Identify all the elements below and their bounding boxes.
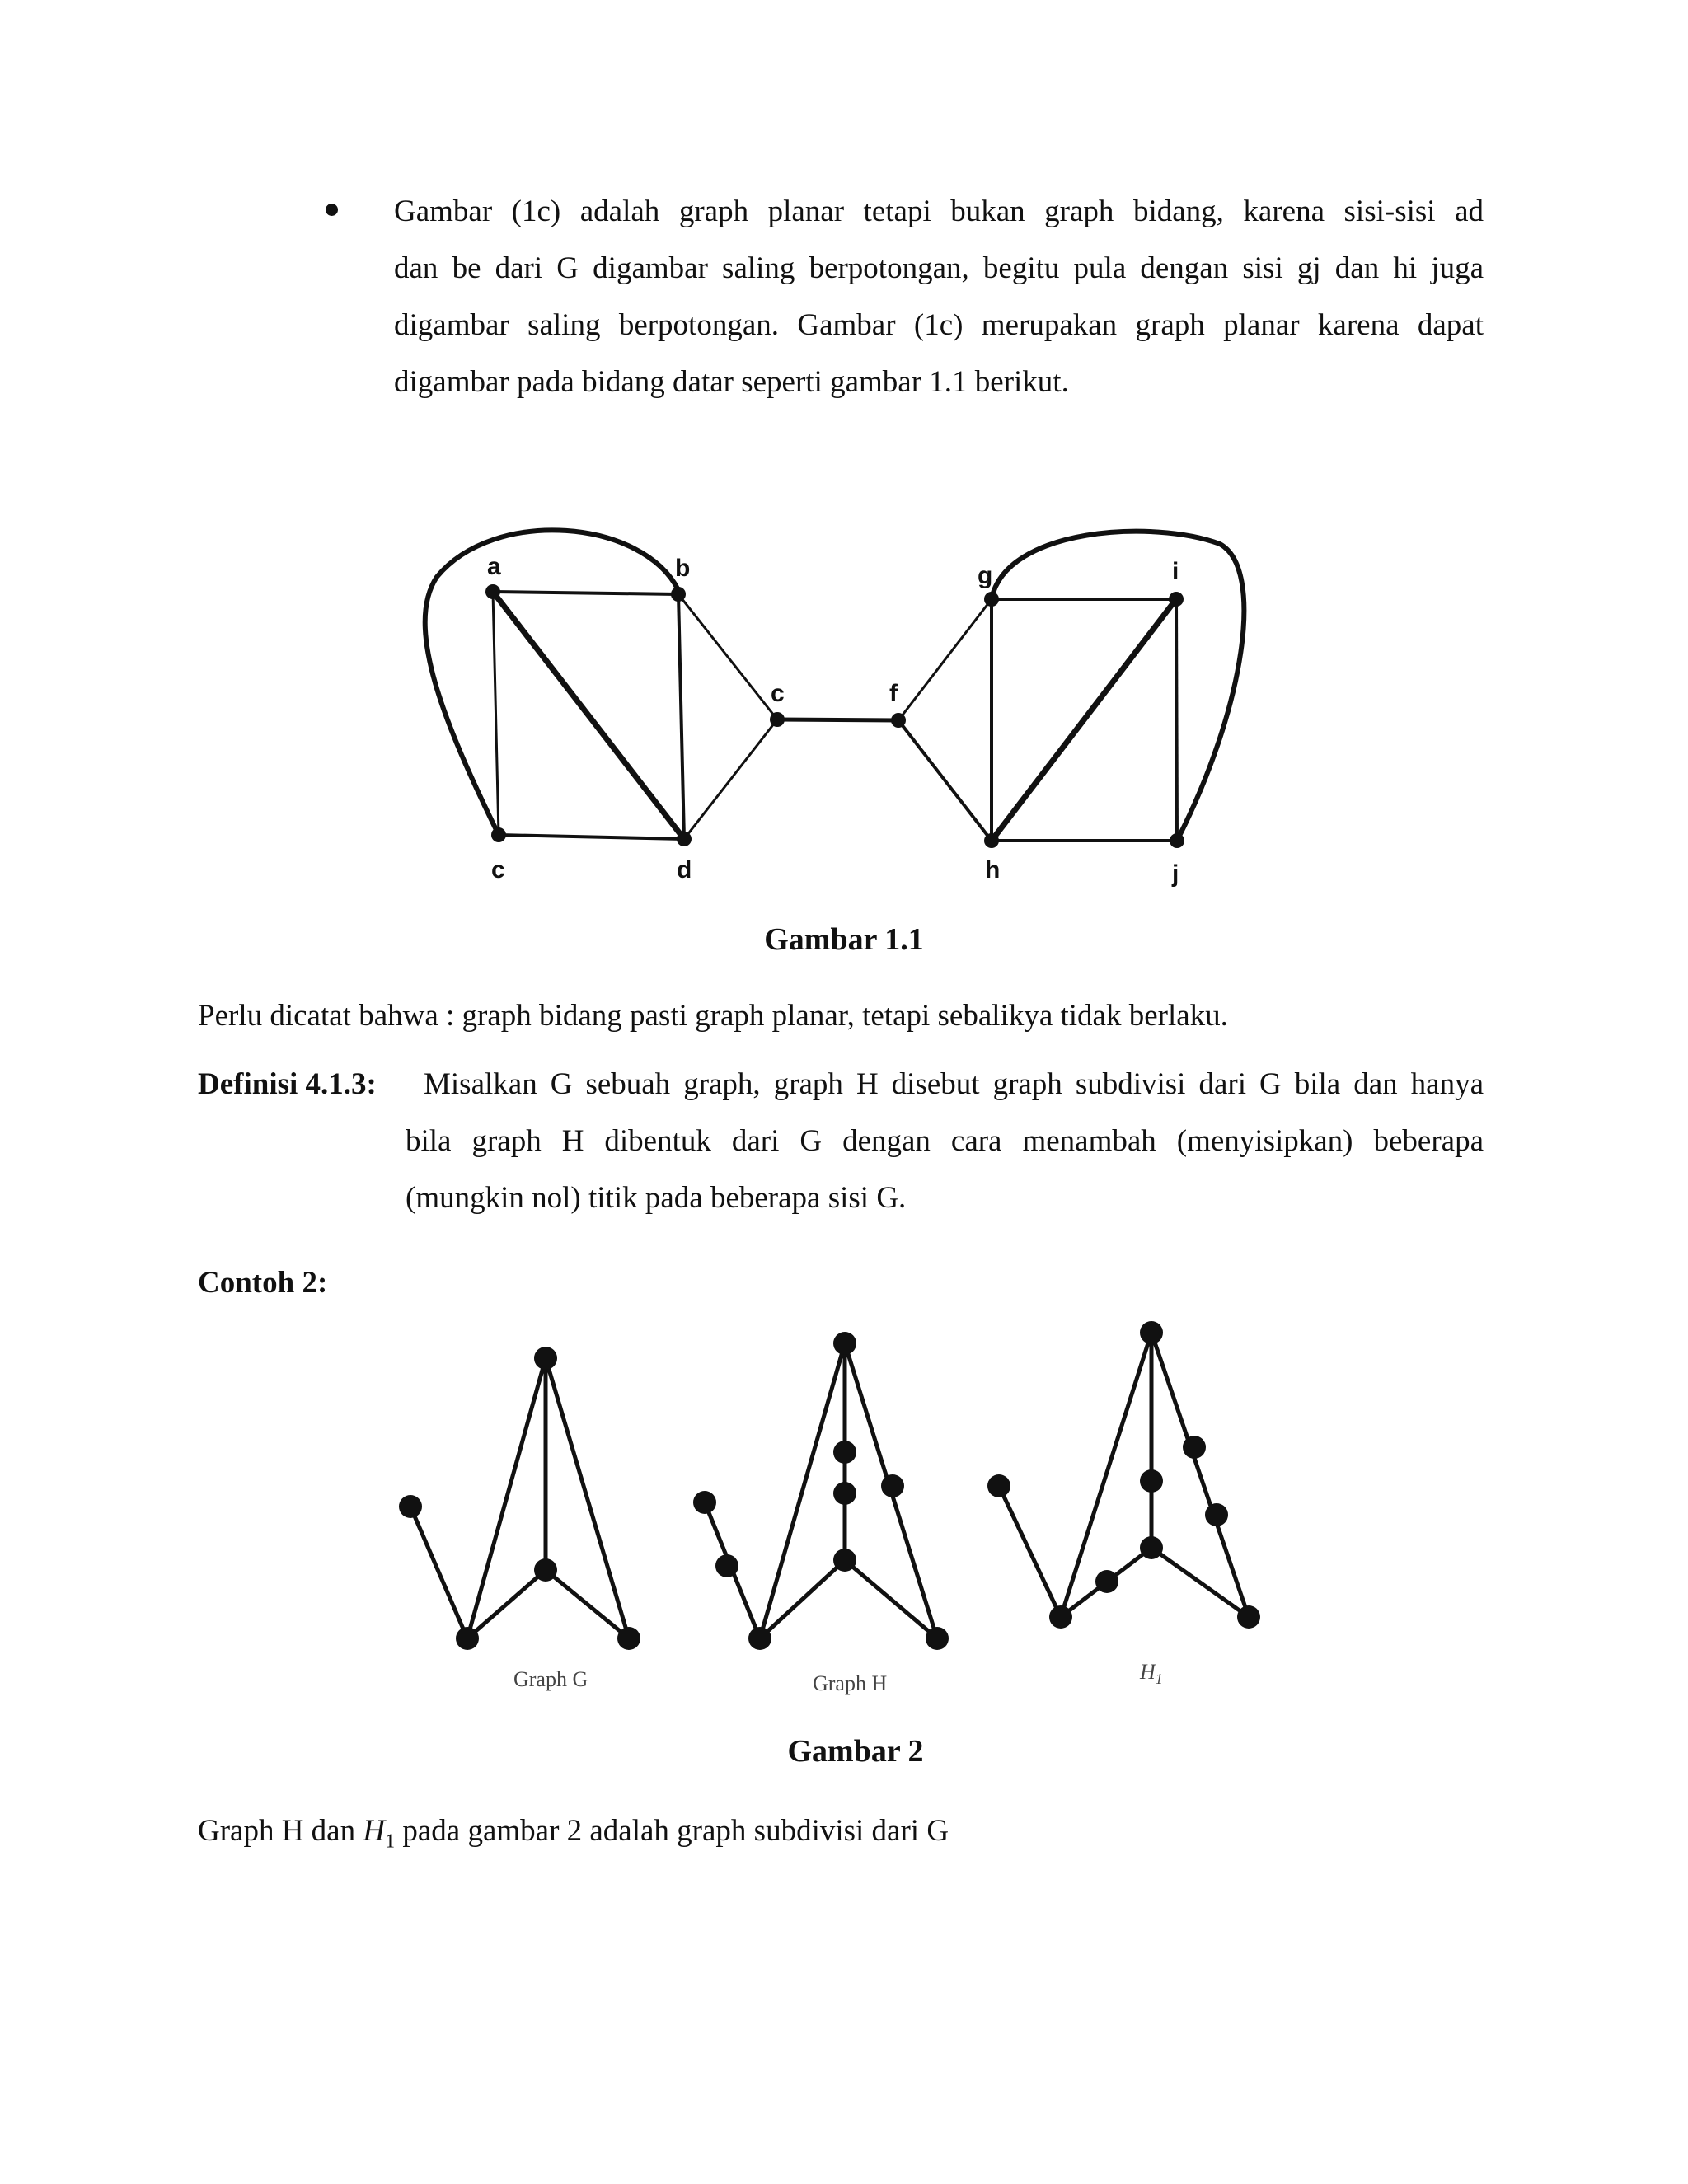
vertex-d — [677, 832, 692, 846]
graph-h-label: Graph H — [813, 1671, 888, 1695]
vertex-h — [984, 833, 999, 848]
edge-c-f — [777, 719, 898, 720]
label-f: f — [889, 680, 898, 707]
bullet-line-4: digambar pada bidang datar seperti gambar 1.1 berikut. — [394, 365, 1069, 399]
edge-b-d — [678, 594, 684, 839]
label-h: h — [985, 856, 1001, 883]
edge-f-h — [898, 720, 992, 841]
note-paragraph: Perlu dicatat bahwa : graph bidang pasti graph planar, tetapi sebalikya tidak berlaku. — [198, 999, 1228, 1033]
vertex-i — [1169, 592, 1184, 607]
edge-a-c — [493, 592, 499, 835]
edge-a-d — [493, 592, 684, 839]
label-d: d — [677, 856, 692, 883]
label-i: i — [1172, 558, 1179, 585]
closing-subscript: 1 — [385, 1830, 396, 1853]
vertex-b — [671, 587, 686, 602]
edge-f-g — [898, 599, 992, 720]
closing-text-before: Graph H dan — [198, 1814, 363, 1848]
label-g: g — [978, 562, 993, 589]
vertex-f — [891, 713, 906, 728]
edge-a-b — [493, 592, 678, 594]
example-label: Contoh 2: — [198, 1266, 328, 1300]
vertex-g — [984, 592, 999, 607]
figure-1-1-caption: Gambar 1.1 — [764, 922, 924, 957]
edge-c-d — [499, 835, 684, 839]
bullet-line-2: dan be dari G digambar saling berpotongan, begitu pula dengan sisi gj dan hi juga — [394, 251, 1484, 285]
graph-h1-label: $H_1$ — [1140, 1660, 1163, 1687]
definition-line-2: bila graph H dibentuk dari G dengan cara menambah (menyisipkan) beberapa — [406, 1124, 1484, 1158]
edge-i-h — [992, 599, 1176, 841]
vertex-c-mid — [770, 712, 785, 727]
label-j: j — [1172, 860, 1179, 888]
label-b: b — [675, 555, 691, 582]
closing-symbol: H — [363, 1814, 386, 1848]
vertex-j — [1170, 833, 1184, 848]
graph-g-label: Graph G — [513, 1667, 588, 1691]
label-a: a — [487, 553, 501, 580]
edge-i-j — [1176, 599, 1177, 841]
vertex-a — [485, 584, 500, 599]
label-c: c — [491, 856, 505, 883]
definition-line-3: (mungkin nol) titik pada beberapa sisi G. — [406, 1181, 907, 1215]
definition-line-1: Misalkan G sebuah graph, graph H disebut graph subdivisi dari G bila dan hanya — [424, 1067, 1484, 1101]
bullet-line-3: digambar saling berpotongan. Gambar (1c) merupakan graph planar karena dapat — [394, 308, 1484, 342]
vertex-c — [491, 827, 506, 842]
definition-label: Definisi 4.1.3: — [198, 1067, 377, 1101]
closing-paragraph — [198, 1802, 1517, 1870]
closing-text-after: pada gambar 2 adalah graph subdivisi dari G — [395, 1814, 950, 1848]
edge-b-c — [678, 594, 777, 719]
figure-1-1-edges — [425, 530, 1245, 841]
figure-2-caption: Gambar 2 — [787, 1734, 924, 1769]
edge-d-c — [684, 719, 777, 839]
edge-a-c-curve — [425, 530, 678, 835]
bullet-line-1: Gambar (1c) adalah graph planar tetapi bukan graph bidang, karena sisi-sisi ad — [394, 194, 1484, 228]
label-c-mid: c — [771, 680, 785, 707]
